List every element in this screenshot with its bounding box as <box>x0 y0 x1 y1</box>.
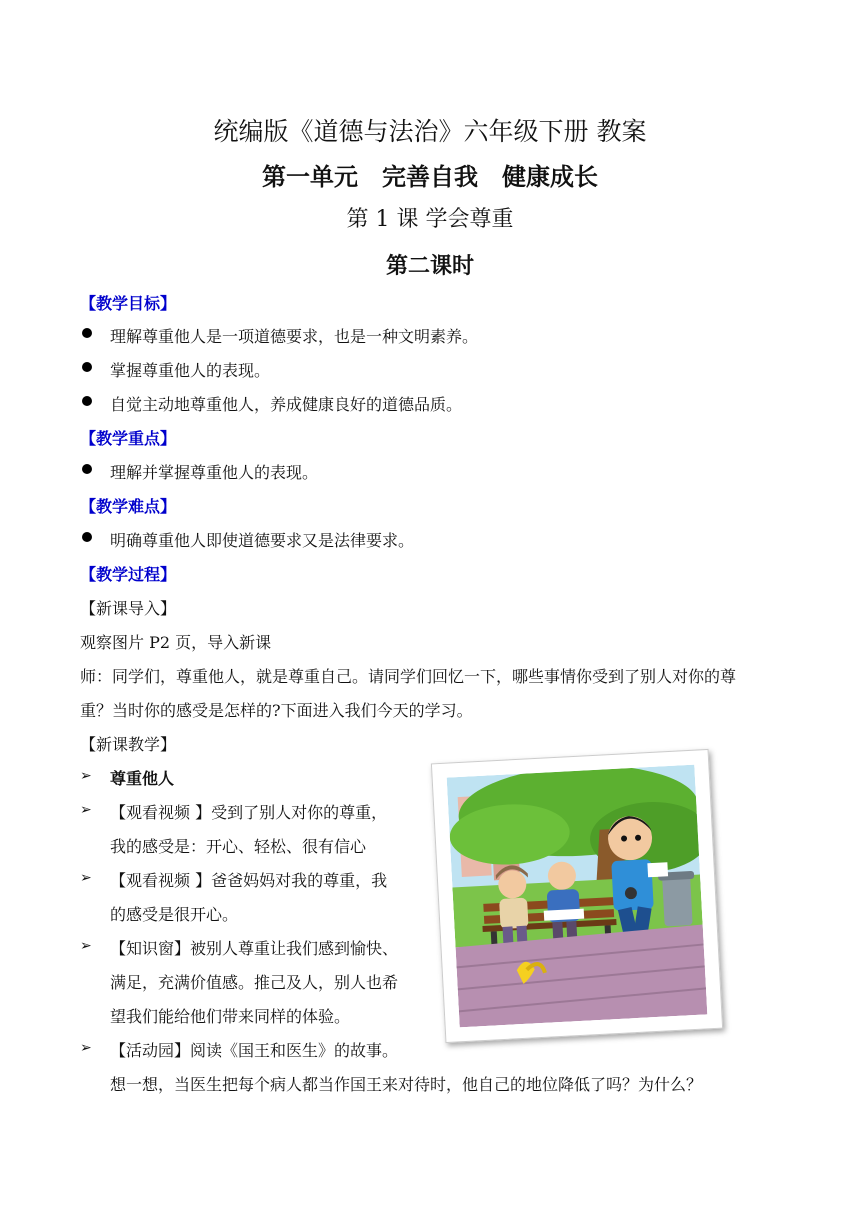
point-line: 我的感受是：开心、轻松、很有信心 <box>110 837 367 856</box>
point-line: 【活动园】阅读《国王和医生》的故事。 <box>110 1041 399 1060</box>
objective-item: 自觉主动地尊重他人，养成健康良好的道德品质。 <box>110 395 463 414</box>
bullet-icon <box>82 464 92 474</box>
objective-item: 掌握尊重他人的表现。 <box>110 361 271 380</box>
bullet-icon <box>82 328 92 338</box>
arrowhead-icon: ➢ <box>80 1040 92 1056</box>
point-line: 满足，充满价值感。推己及人，别人也希 <box>110 973 399 992</box>
bullet-icon <box>82 532 92 542</box>
teaching-label: 【新课教学】 <box>80 735 177 754</box>
teacher-line: 师：同学们，尊重他人，就是尊重自己。请同学们回忆一下，哪些事情你受到了别人对你的尊 <box>80 667 737 686</box>
lesson-title: 第 1 课 学会尊重 <box>346 207 514 232</box>
point-line: 【知识窗】被别人尊重让我们感到愉快、 <box>110 939 399 958</box>
intro-line: 观察图片 P2 页，导入新课 <box>80 633 272 652</box>
arrowhead-icon: ➢ <box>80 802 92 818</box>
intro-label: 【新课导入】 <box>80 599 177 618</box>
document-title: 统编版《道德与法治》六年级下册 教案 <box>213 117 647 146</box>
point-line: 【观看视频 】受到了别人对你的尊重， <box>110 803 388 822</box>
park-scene-illustration <box>447 765 708 1028</box>
teacher-line: 重？当时你的感受是怎样的?下面进入我们今天的学习。 <box>80 701 473 720</box>
process-heading: 【教学过程】 <box>80 565 177 584</box>
point-line: 想一想，当医生把每个病人都当作国王来对待时，他自己的地位降低了吗？为什么？ <box>110 1075 703 1094</box>
point-line: 的感受是很开心。 <box>110 905 239 924</box>
point-line: 望我们能给他们带来同样的体验。 <box>110 1007 351 1026</box>
arrowhead-icon: ➢ <box>80 768 92 784</box>
arrowhead-icon: ➢ <box>80 938 92 954</box>
illustration-photo <box>431 749 723 1043</box>
point-line: 【观看视频 】爸爸妈妈对我的尊重，我 <box>110 871 388 890</box>
point-title: 尊重他人 <box>110 769 175 788</box>
bullet-icon <box>82 396 92 406</box>
difficulty-item: 明确尊重他人即使道德要求又是法律要求。 <box>110 531 415 550</box>
key-point-item: 理解并掌握尊重他人的表现。 <box>110 463 319 482</box>
difficulties-heading: 【教学难点】 <box>80 497 177 516</box>
period-title: 第二课时 <box>385 253 474 279</box>
unit-title: 第一单元 完善自我 健康成长 <box>262 163 598 191</box>
bullet-icon <box>82 362 92 372</box>
key-points-heading: 【教学重点】 <box>80 429 177 448</box>
arrowhead-icon: ➢ <box>80 870 92 886</box>
objectives-heading: 【教学目标】 <box>80 294 177 313</box>
objective-item: 理解尊重他人是一项道德要求，也是一种文明素养。 <box>110 327 479 346</box>
